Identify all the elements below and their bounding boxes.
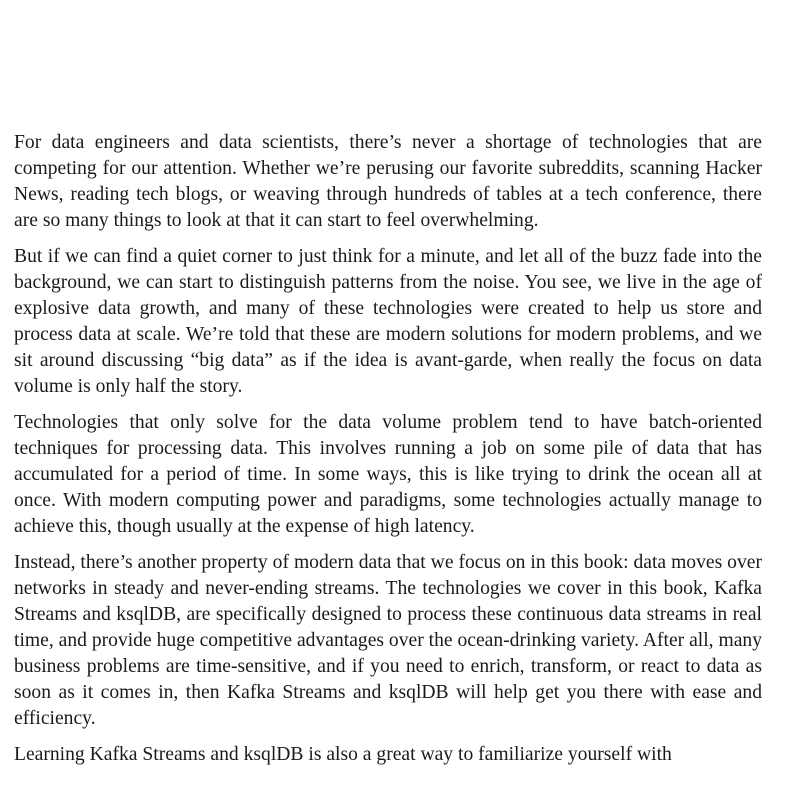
paragraph-4: Instead, there’s another property of modern data that we focus on in this book: data moves over networks in steady and never-ending streams. The technologies we cover in this book, Kafka Streams and ksqlDB, are specifically designed to process these continuous data streams in real time, and provide huge competitive advantages over the ocean-drinking variety. After all, many business problems are time-sensitive, and if you need to enrich, transform, or react to data as soon as it comes in, then Kafka Streams and ksqlDB will help get you there with ease and efficiency. — [14, 552, 762, 729]
paragraph-5: Learning Kafka Streams and ksqlDB is also a great way to familiarize yourself with — [14, 744, 672, 765]
paragraph-1: For data engineers and data scientists, there’s never a shortage of technologies that are competing for our attention. Whether we’re perusing our favorite subreddits, scanning Hacker News, reading tech blogs, or weaving through hundreds of tables at a tech conference, there are so many things to look at that it can start to feel overwhelming. — [14, 132, 762, 231]
body-text — [14, 130, 762, 778]
paragraph-3: Technologies that only solve for the data volume problem tend to have batch-oriented techniques for processing data. This involves running a job on some pile of data that has accumulated for a period of time. In some ways, this is like trying to drink the ocean all at once. With modern computing power and paradigms, some technologies actually manage to achieve this, though usually at the expense of high latency. — [14, 412, 762, 537]
paragraph-2: But if we can find a quiet corner to just think for a minute, and let all of the buzz fade into the background, we can start to distinguish patterns from the noise. You see, we live in the age of explosive data growth, and many of these technologies were created to help us store and process data at scale. We’re told that these are modern solutions for modern problems, and we sit around discussing “big data” as if the idea is avant-garde, when really the focus on data volume is only half the story. — [14, 246, 762, 397]
